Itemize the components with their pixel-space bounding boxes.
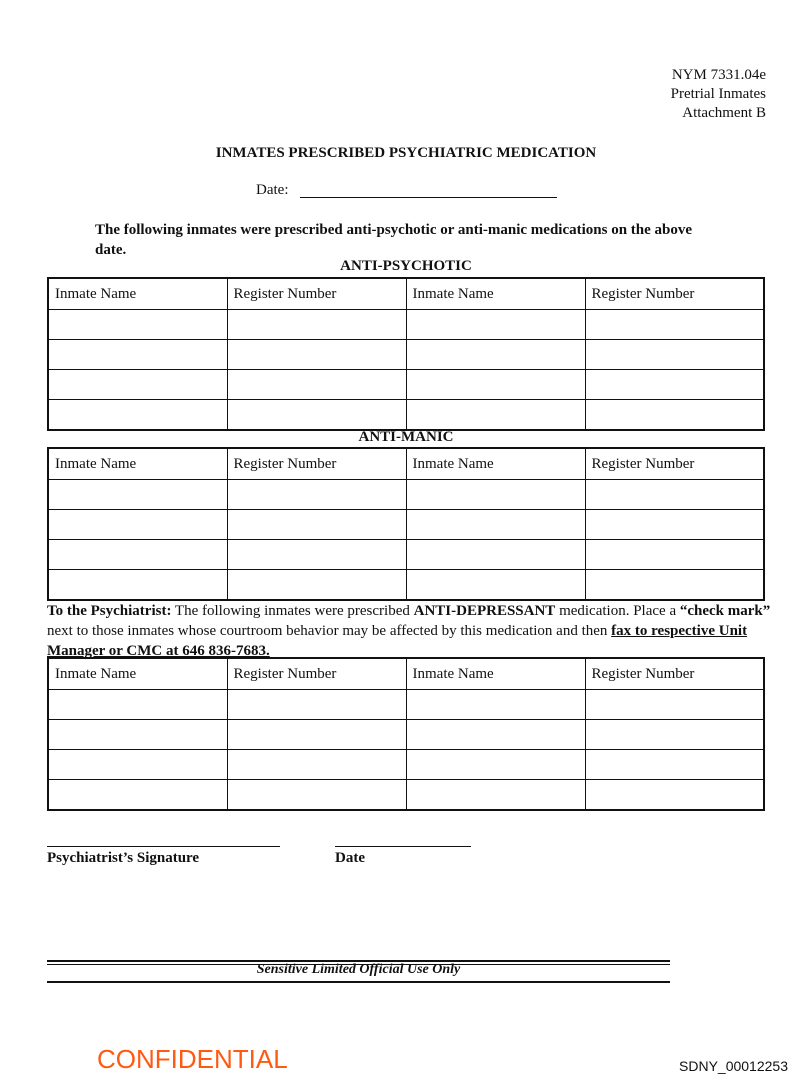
column-header: Register Number [585,448,764,480]
inmate-name-cell[interactable] [48,690,227,720]
register-number-cell[interactable] [585,510,764,540]
intro-text: The following inmates were prescribed anti-psychotic or anti-manic medications on the above date. [95,222,693,258]
register-number-cell[interactable] [227,780,406,811]
note-text: next to those inmates whose courtroom behavior may be affected by this medication and then [47,623,612,639]
register-number-cell[interactable] [585,540,764,570]
table-row [48,750,764,780]
column-header: Register Number [227,278,406,310]
date-signature-line [335,846,471,847]
table-row [48,340,764,370]
date-label: Date: [256,182,289,198]
table-header-row [48,658,764,690]
footer-rule [47,981,670,983]
table-row [48,310,764,340]
section-label-anti-manic: ANTI-MANIC [358,429,454,445]
inmate-name-cell[interactable] [48,570,227,601]
section-label-anti-psychotic: ANTI-PSYCHOTIC [340,258,472,274]
column-header: Inmate Name [406,448,585,480]
inmate-name-cell[interactable] [48,340,227,370]
signature-line [47,846,280,847]
register-number-cell[interactable] [227,310,406,340]
note-text: medication. Place a [555,603,680,619]
note-text: The following inmates were prescribed [171,603,414,619]
inmate-name-cell[interactable] [48,750,227,780]
table-row [48,690,764,720]
register-number-cell[interactable] [585,370,764,400]
inmate-name-cell[interactable] [406,510,585,540]
column-header: Inmate Name [406,278,585,310]
inmate-name-cell[interactable] [406,340,585,370]
inmate-name-cell[interactable] [406,570,585,601]
table-row [48,400,764,431]
inmate-name-cell[interactable] [48,510,227,540]
table-header-row [48,278,764,310]
register-number-cell[interactable] [585,570,764,601]
register-number-cell[interactable] [227,720,406,750]
inmate-name-cell[interactable] [406,720,585,750]
form-header [671,66,766,123]
register-number-cell[interactable] [227,370,406,400]
inmate-name-cell[interactable] [406,750,585,780]
register-number-cell[interactable] [227,540,406,570]
register-number-cell[interactable] [227,690,406,720]
anti-psychotic-table [47,277,765,431]
signature-label: Psychiatrist’s Signature [47,850,200,866]
column-header: Inmate Name [48,448,227,480]
column-header: Inmate Name [48,278,227,310]
register-number-cell[interactable] [227,400,406,431]
register-number-cell[interactable] [585,340,764,370]
anti-manic-table [47,447,765,601]
column-header: Register Number [585,278,764,310]
table-row [48,370,764,400]
signature-date-label: Date [335,850,365,866]
register-number-cell[interactable] [585,400,764,431]
inmate-name-cell[interactable] [48,310,227,340]
note-check-mark: “check mark” [679,603,771,619]
table-row [48,780,764,811]
table-row [48,720,764,750]
note-emphasis: ANTI-DEPRESSANT [413,603,556,619]
register-number-cell[interactable] [585,780,764,811]
register-number-cell[interactable] [227,570,406,601]
register-number-cell[interactable] [585,720,764,750]
inmate-name-cell[interactable] [48,400,227,431]
inmate-name-cell[interactable] [48,780,227,811]
page-title: INMATES PRESCRIBED PSYCHIATRIC MEDICATION [215,145,597,161]
inmate-name-cell[interactable] [406,690,585,720]
inmate-name-cell[interactable] [406,310,585,340]
register-number-cell[interactable] [227,480,406,510]
inmate-name-cell[interactable] [48,720,227,750]
date-line [300,197,557,198]
register-number-cell[interactable] [585,690,764,720]
inmate-name-cell[interactable] [48,370,227,400]
column-header: Register Number [585,658,764,690]
register-number-cell[interactable] [585,480,764,510]
column-header: Register Number [227,658,406,690]
register-number-cell[interactable] [227,510,406,540]
inmate-name-cell[interactable] [48,480,227,510]
bates-number: SDNY_00012253 [679,1058,788,1074]
anti-depressant-table [47,657,765,811]
form-attachment: Attachment B [682,105,766,121]
register-number-cell[interactable] [585,750,764,780]
register-number-cell[interactable] [227,340,406,370]
classification-label: Sensitive Limited Official Use Only [256,962,461,977]
psychiatrist-note [47,601,777,661]
register-number-cell[interactable] [227,750,406,780]
table-header-row [48,448,764,480]
note-lead: To the Psychiatrist: [47,603,172,619]
form-subject: Pretrial Inmates [670,86,766,102]
inmate-name-cell[interactable] [406,400,585,431]
column-header: Register Number [227,448,406,480]
table-row [48,480,764,510]
inmate-name-cell[interactable] [406,370,585,400]
inmate-name-cell[interactable] [48,540,227,570]
table-row [48,510,764,540]
table-row [48,570,764,601]
column-header: Inmate Name [48,658,227,690]
table-row [48,540,764,570]
confidential-stamp: CONFIDENTIAL [97,1044,288,1074]
inmate-name-cell[interactable] [406,540,585,570]
inmate-name-cell[interactable] [406,480,585,510]
note-fax: fax to respective Unit Manager or CMC at 646 836-7683. [47,623,748,659]
inmate-name-cell[interactable] [406,780,585,811]
form-number: NYM 7331.04e [671,67,766,83]
column-header: Inmate Name [406,658,585,690]
register-number-cell[interactable] [585,310,764,340]
